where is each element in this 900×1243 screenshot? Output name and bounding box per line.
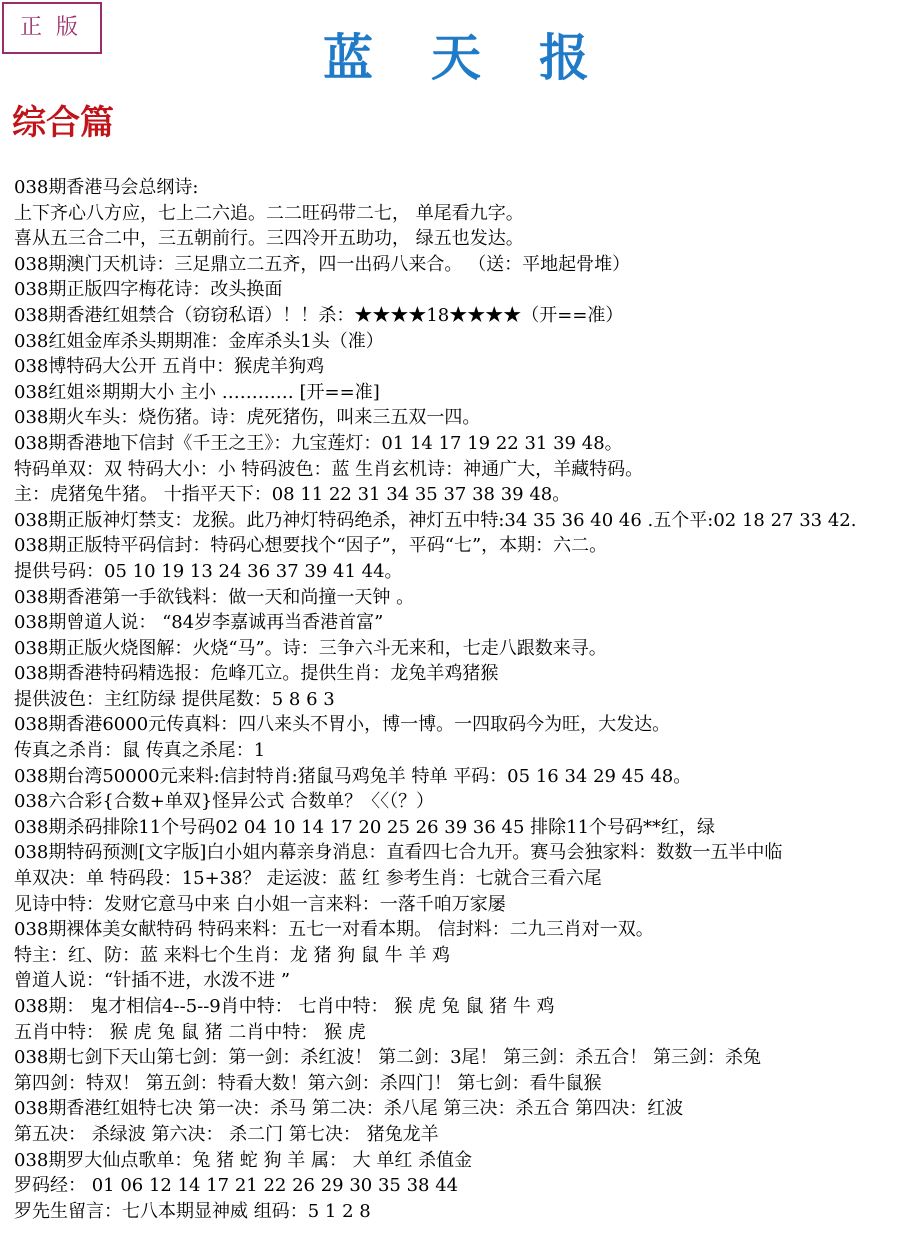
section-heading: 综合篇 [12,103,114,143]
text-line: 提供波色：主红防绿 提供尾数：5 8 6 3 [14,688,335,710]
text-line: 038期澳门天机诗：三足鼎立二五齐，四一出码八来合。 （送：平地起骨堆） [14,253,631,275]
text-line: 038期香港红姐禁合（窃窃私语）！！杀：★★★★18★★★★（开==准） [14,304,624,326]
text-line: 特主：红、防：蓝 来料七个生肖：龙 猪 狗 鼠 牛 羊 鸡 [14,944,451,966]
text-line: 038期台湾50000元来料:信封特肖:猪鼠马鸡兔羊 特单 平码：05 16 34 29 45 48。 [14,765,692,787]
text-line: 038期曾道人说： “84岁李嘉诚再当香港首富” [14,612,384,634]
text-line: 038期七剑下天山第七剑：第一剑：杀红波！ 第二剑：3尾！ 第三剑：杀五合！ 第三剑：杀兔 [14,1047,761,1069]
text-line: 038期正版神灯禁支：龙猴。此乃神灯特码绝杀，神灯五中特:34 35 36 40 46 .五个平:02 18 27 33 42. [14,509,857,531]
text-line: 主：虎猪兔牛猪。 十指平天下：08 11 22 31 34 35 37 38 39 48。 [14,484,571,506]
text-line: 038期香港马会总纲诗: [14,177,199,198]
text-line: 提供号码：05 10 19 13 24 36 37 39 41 44。 [14,560,403,582]
text-line: 038期裸体美女献特码 特码来料：五七一对看本期。 信封料：二九三肖对一双。 [14,919,654,941]
text-line: 特码单双：双 特码大小：小 特码波色：蓝 生肖玄机诗：神通广大，羊藏特码。 [14,458,644,480]
text-line: 喜从五三合二中，三五朝前行。三四冷开五助功， 绿五也发达。 [14,228,524,250]
text-line: 传真之杀肖：鼠 传真之杀尾：1 [14,740,266,762]
text-line: 038期正版特平码信封：特码心想要找个“因子”，平码“七”，本期：六二。 [14,535,608,557]
text-line: 038期正版火烧图解：火烧“马”。诗：三争六斗无来和，七走八跟数来寻。 [14,637,607,659]
text-line: 038期正版四字梅花诗：改头换面 [14,279,283,301]
text-line: 第四剑：特双！ 第五剑：特看大数！第六剑：杀四门！ 第七剑：看牛鼠猴 [14,1072,602,1094]
text-line: 第五决： 杀绿波 第六决： 杀二门 第七决： 猪兔龙羊 [14,1123,439,1145]
text-line: 罗码经： 01 06 12 14 17 21 22 26 29 30 35 38 44 [14,1175,459,1197]
text-line: 038期罗大仙点歌单：兔 猪 蛇 狗 羊 属： 大 单红 杀值金 [14,1149,473,1171]
text-line: 038红姐金库杀头期期准：金库杀头1头（准） [14,330,384,352]
text-line: 038期： 鬼才相信4--5--9肖中特： 七肖中特： 猴 虎 兔 鼠 猪 牛 鸡 [14,996,555,1017]
text-line: 五肖中特： 猴 虎 兔 鼠 猪 二肖中特： 猴 虎 [14,1021,366,1043]
text-line: 038期香港第一手欲钱料：做一天和尚撞一天钟 。 [14,586,415,608]
text-line: 038期杀码排除11个号码02 04 10 14 17 20 25 26 39 36 45 排除11个号码**红，绿 [14,816,716,838]
text-line: 038六合彩{合数+单双}怪异公式 合数单？〈〈（？） [14,791,435,813]
text-line: 038红姐※期期大小 主小 ………… [开==准] [14,381,380,403]
text-line: 038期香港特码精选报：危峰兀立。提供生肖：龙兔羊鸡猪猴 [14,663,499,685]
text-line: 见诗中特：发财它意马中来 白小姐一言来料：一落千咱万家屡 [14,893,506,915]
edition-badge: 正版 [2,2,102,54]
text-line: 038期香港红姐特七决 第一决：杀马 第二决：杀八尾 第三决：杀五合 第四决：红波 [14,1098,684,1120]
text-line: 单双决：单 特码段：15+38？ 走运波：蓝 红 参考生肖：七就合三看六尾 [14,868,602,890]
text-line: 038期火车头：烧伤猪。诗：虎死猪伤，叫来三五双一四。 [14,407,481,429]
text-line: 038期香港地下信封《千王之王》：九宝莲灯：01 14 17 19 22 31 39 48。 [14,432,623,454]
text-line: 上下齐心八方应，七上二六追。二二旺码带二七， 单尾看九字。 [14,202,524,224]
text-line: 罗先生留言：七八本期显神威 组码：5 1 2 8 [14,1200,371,1222]
newspaper-title: 蓝天报 [323,28,647,87]
content-body [14,175,896,1224]
text-line: 038期香港6000元传真料：四八来头不胃小，博一博。一四取码今为旺，大发达。 [14,714,671,736]
text-line: 曾道人说：“针插不进，水泼不进 ” [14,970,291,992]
text-line: 038博特码大公开 五肖中：猴虎羊狗鸡 [14,356,325,378]
text-line: 038期特码预测[文字版]白小姐内幕亲身消息：直看四七合九开。赛马会独家料：数数一五半中临 [14,842,783,864]
